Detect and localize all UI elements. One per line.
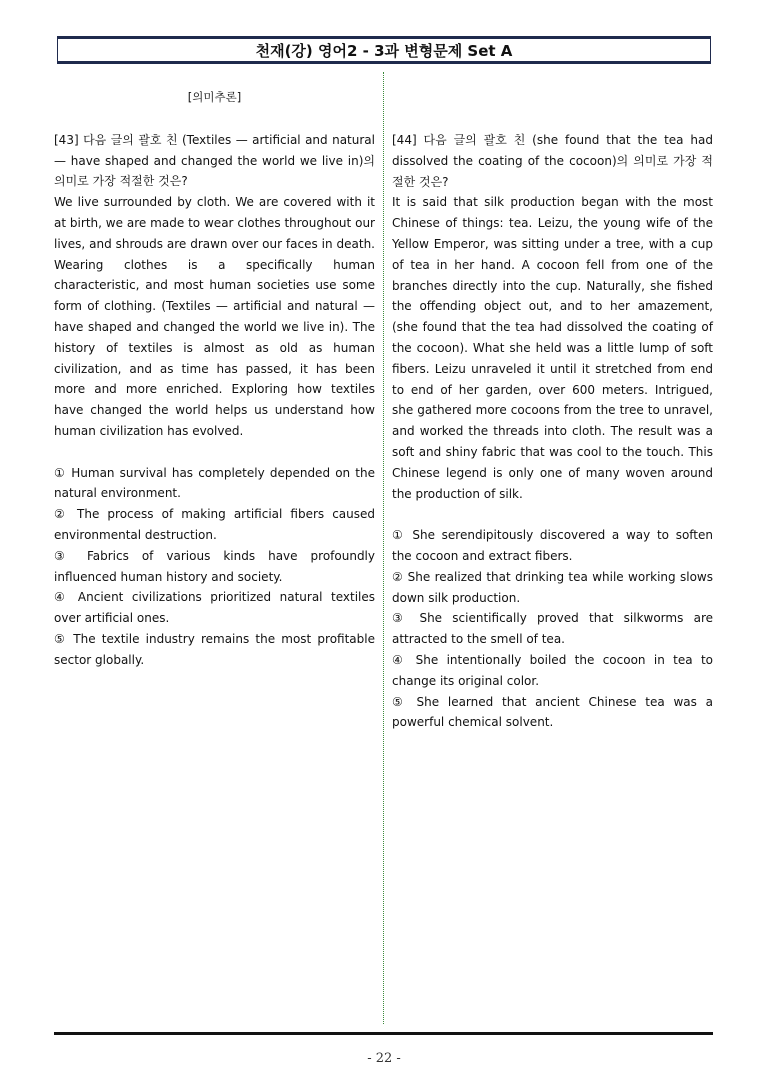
choice-43-2: ② The process of making artificial fibers caused environmental destruction. [54,507,375,542]
choice-43-1: ① Human survival has completely depended on the natural environment. [54,465,375,501]
right-column [392,130,713,733]
page-number: - 22 - [367,1051,401,1066]
choice-43-4: ④ Ancient civilizations prioritized natural textiles over artificial ones. [54,590,375,626]
choice-43-3: ③ Fabrics of various kinds have profoundly influenced human history and society. [54,548,375,584]
passage-43: We live surrounded by cloth. We are covered with it at birth, we are made to wear clothes throughout our lives, and shrouds are drawn over our faces in death. Wearing clothes is a specifically human characteristic, and most human societies use some form of clothing. (Textiles — artificial and natural — have shaped and changed the world we live in). The history of textiles is almost as old as human civilization, and as time has passed, it has been more and more enriched. Exploring how textiles have changed the world helps us understand how human civilization has evolved. [54,195,375,438]
choice-43-5: ⑤ The textile industry remains the most profitable sector globally. [54,631,375,667]
choice-44-2: ② She realized that drinking tea while working slows down silk production. [392,569,713,605]
question-43: [43] 다음 글의 괄호 친 (Textiles — artificial and natural — have shaped and changed the world we live in)의 의미로 가장 적절한 것은? [54,132,375,189]
choice-44-1: ① She serendipitously discovered a way to soften the cocoon and extract fibers. [392,528,713,563]
column-divider [383,72,384,1024]
choice-44-4: ④ She intentionally boiled the cocoon in tea to change its original color. [392,652,713,688]
page-title-text: 천재(강) 영어2 - 3과 변형문제 Set A [255,41,513,60]
passage-44: It is said that silk production began with the most Chinese of things: tea. Leizu, the young wife of the Yellow Emperor, was sitting under a tree, with a cup of tea in her hand. A cocoon fell from one of the branches directly into the cup. Naturally, she fished the offending object out, and to her amazement, (she found that the tea had dissolved the coating of the cocoon). What she held was a little lump of soft fibers. Leizu unraveled it until it stretched from end to end of her garden, over 600 meters. Intrigued, she gathered more cocoons from the tree to unravel, and worked the threads into cloth. The result was a soft and shiny fabric that was cool to the touch. This Chinese legend is only one of many woven around the production of silk. [392,195,713,501]
choices-44 [392,525,713,733]
choice-44-5: ⑤ She learned that ancient Chinese tea was a powerful chemical solvent. [392,694,713,730]
choices-43 [54,463,375,671]
section-tag: [의미추론] [187,90,242,104]
footer-rule [54,1032,713,1035]
question-44: [44] 다음 글의 괄호 친 (she found that the tea had dissolved the coating of the cocoon)의 의미로 가장 적절한 것은? [392,133,713,189]
choice-44-3: ③ She scientifically proved that silkworms are attracted to the smell of tea. [392,611,713,647]
page-title [57,36,711,64]
left-column [54,87,375,671]
